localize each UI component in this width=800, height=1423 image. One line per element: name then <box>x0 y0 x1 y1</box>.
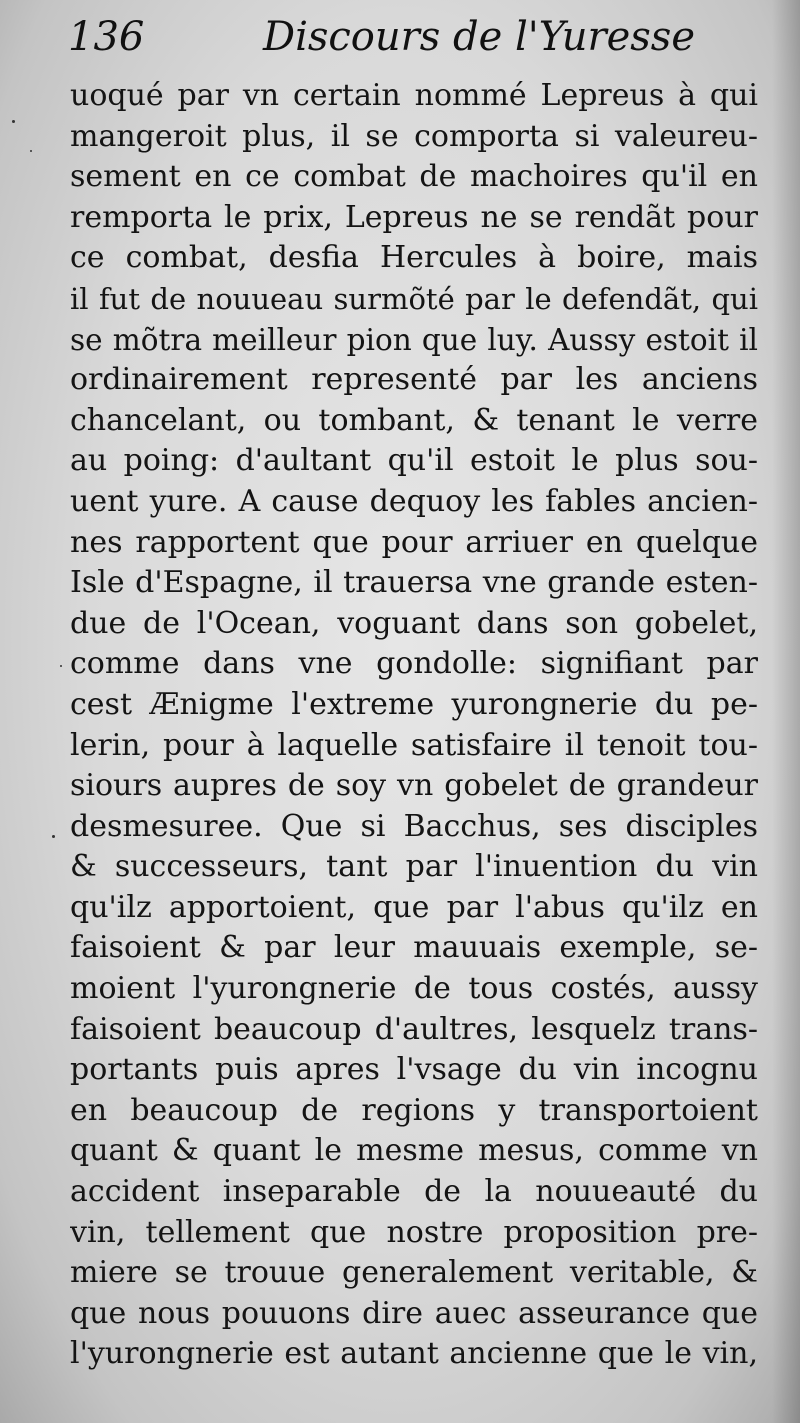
running-head <box>68 14 748 74</box>
text-line: nes rapportent que pour arriuer en quelque <box>70 524 758 560</box>
text-line: portants puis apres l'vsage du vin incognu <box>70 1052 758 1088</box>
text-line: remporta le prix, Lepreus ne se rendãt pour <box>70 199 758 235</box>
body-text <box>70 76 758 1375</box>
text-line: lerin, pour à laquelle satisfaire il tenoit tou- <box>70 727 758 763</box>
text-line: sement en ce combat de machoires qu'il en <box>70 159 758 195</box>
text-line: chancelant, ou tombant, & tenant le verre <box>70 402 758 438</box>
text-line: il fut de nouueau surmõté par le defendãt, qui <box>70 281 758 316</box>
text-line: vin, tellement que nostre proposition pre- <box>70 1214 758 1250</box>
text-line: Isle d'Espagne, il trauersa vne grande esten- <box>70 565 758 601</box>
text-line: mangeroit plus, il se comporta si valeureu- <box>70 118 758 154</box>
text-line: comme dans vne gondolle: signifiant par <box>70 646 758 682</box>
text-line: uoqué par vn certain nommé Lepreus à qui <box>70 78 758 113</box>
ink-speck <box>12 120 15 123</box>
text-line: accident inseparable de la nouueauté du <box>70 1174 758 1210</box>
text-line: au poing: d'aultant qu'il estoit le plus sou- <box>70 443 758 479</box>
ink-speck <box>60 665 62 667</box>
text-line: siours aupres de soy vn gobelet de grandeur <box>70 768 758 804</box>
text-line: faisoient & par leur mauuais exemple, se- <box>70 930 758 966</box>
text-line: cest Ænigme l'extreme yurongnerie du pe- <box>70 686 758 722</box>
text-line: que nous pouuons dire auec asseurance que <box>70 1295 758 1331</box>
text-line: en beaucoup de regions y transportoient <box>70 1092 758 1128</box>
page-edge-shadow <box>772 0 800 1423</box>
text-line: l'yurongnerie est autant ancienne que le vin, <box>70 1336 758 1372</box>
text-line: qu'ilz apportoient, que par l'abus qu'ilz en <box>70 889 758 925</box>
text-line: ce combat, desfia Hercules à boire, mais <box>70 240 758 276</box>
text-line: se mõtra meilleur pion que luy. Aussy estoit il <box>70 322 758 357</box>
text-line: uent yure. A cause dequoy les fables ancien- <box>70 483 758 519</box>
text-line: desmesuree. Que si Bacchus, ses disciples <box>70 808 758 844</box>
text-line: ordinairement representé par les anciens <box>70 362 758 398</box>
page-number: 136 <box>68 14 145 60</box>
text-line: & successeurs, tant par l'inuention du vin <box>70 849 758 885</box>
text-line: faisoient beaucoup d'aultres, lesquelz trans- <box>70 1011 758 1047</box>
text-line: miere se trouue generalement veritable, & <box>70 1255 758 1291</box>
page-header-title: Discours de l'Yuresse <box>263 14 695 60</box>
text-line: quant & quant le mesme mesus, comme vn <box>70 1133 758 1169</box>
text-line: due de l'Ocean, voguant dans son gobelet, <box>70 605 758 641</box>
ink-speck <box>30 150 32 152</box>
ink-speck <box>52 835 55 838</box>
text-line: moient l'yurongnerie de tous costés, aussy <box>70 971 758 1007</box>
